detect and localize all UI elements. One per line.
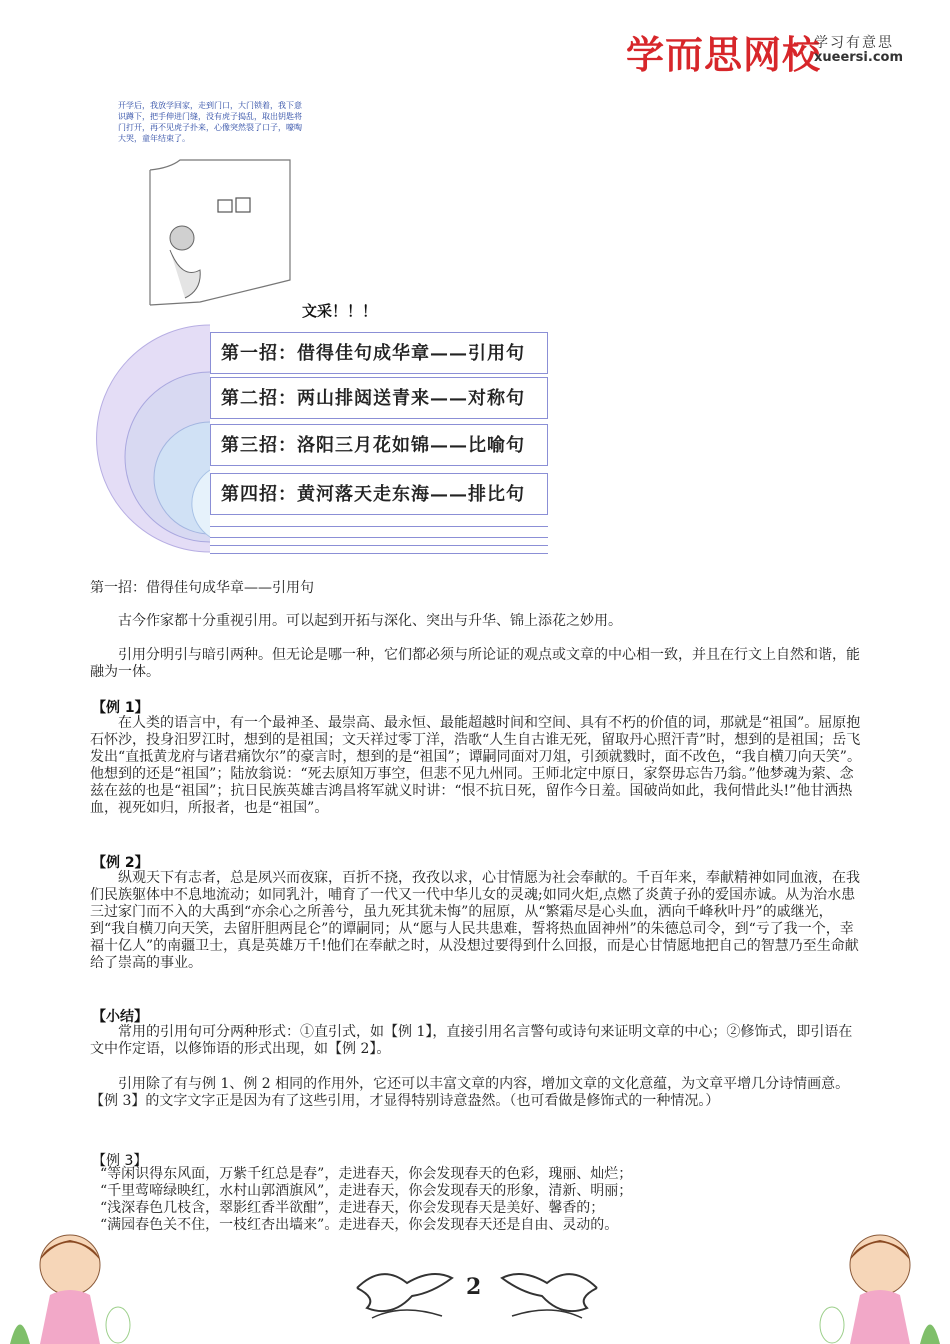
- summary-heading: 【小结】: [92, 1009, 148, 1025]
- dove-right-decoration: [494, 1258, 602, 1328]
- extension-paragraph: 引用除了有与例 1、例 2 相同的作用外，它还可以丰富文章的内容，增加文章的文化意蕴，为文章平增几分诗情画意。【例 3】的文字文字正是因为有了这些引用，才显得特别诗意盎然。（也可看做是修饰式的一种情况。）: [90, 1076, 850, 1109]
- diagram-tier-4: 第四招：黄河落天走东海——排比句: [210, 473, 548, 515]
- concentric-rings-graphic: [95, 322, 215, 557]
- brand-logo: 学而思网校: [626, 33, 822, 77]
- girl-left-decoration: [0, 1225, 140, 1344]
- comic-door-illustration: [140, 140, 310, 310]
- diagram-line: [210, 537, 548, 538]
- example-1-text: 在人类的语言中，有一个最神圣、最崇高、最永恒、最能超越时间和空间、具有不朽的价值的词，那就是“祖国”。屈原抱石怀沙，投身汨罗江时，想到的是祖国；文天祥过零丁洋，浩歌“人生自古谁无死，留取丹心照汗青”时，想到的是祖国；岳飞发出“直抵黄龙府与诸君痛饮尔”的豪言时，想到的是“祖国”；谭嗣同面对刀俎，引颈就戮时，面不改色，“我自横刀向天笑”。他想到的还是“祖国”；陆放翁说：“死去原知万事空，但悲不见九州同。王师北定中原日，家祭毋忘告乃翁。”他梦魂为萦、念兹在兹的也是“祖国”；抗日民族英雄吉鸿昌将军就义时讲：“恨不抗日死，留作今日羞。国破尚如此，我何惜此头!”他甘洒热血，视死如归，所报者，也是“祖国”。: [90, 715, 861, 816]
- example-3-line: “千里莺啼绿映红，水村山郭酒旗风”，走进春天，你会发现春天的形象，清新、明丽；: [100, 1183, 633, 1199]
- diagram-line: [210, 545, 548, 546]
- diagram-tier-1: 第一招：借得佳句成华章——引用句: [210, 332, 548, 374]
- diagram-tier-2: 第二招：两山排闼送青来——对称句: [210, 377, 548, 419]
- quote-types-paragraph: 引用分明引与暗引两种。但无论是哪一种，它们都必须与所论证的观点或文章的中心相一致，并且在行文上自然和谐，能融为一体。: [90, 647, 860, 680]
- girl-right-decoration: [810, 1225, 950, 1344]
- example-3-line: “浅深春色几枝含，翠影红香半欲酣”，走进春天，你会发现春天是美好、馨香的；: [100, 1200, 605, 1216]
- section-title: 第一招：借得佳句成华章——引用句: [90, 580, 314, 596]
- example-2-heading: 【例 2】: [92, 855, 149, 871]
- example-3-line: “满园春色关不住，一枝红杏出墙来”。走进春天，你会发现春天还是自由、灵动的。: [100, 1217, 619, 1233]
- brand-url: xueersi.com: [814, 50, 904, 65]
- example-1-heading: 【例 1】: [92, 700, 149, 716]
- dove-left-decoration: [352, 1258, 460, 1328]
- example-2-text: 纵观天下有志者，总是夙兴而夜寐，百折不挠，孜孜以求，心甘情愿为社会奉献的。千百年来，奉献精神如同血液，在我们民族躯体中不息地流动；如同乳汁，哺育了一代又一代中华儿女的灵魂;如同火炬,点燃了炎黄子孙的爱国赤诚。从为治水患三过家门而不入的大禹到“亦余心之所善兮，虽九死其犹未悔”的屈原，从“繁霜尽是心头血，洒向千峰秋叶丹”的戚继光，到“我自横刀向天笑，去留肝胆两昆仑”的谭嗣同；从“愿与人民共患难，誓将热血固神州”的朱德总司令，到“亏了我一个，幸福十亿人”的南疆卫士，真是英雄万千!他们在奉献之时，从没想过要得到什么回报，而是心甘情愿地把自己的智慧乃至生命献给了崇高的事业。: [90, 870, 860, 971]
- example-3-heading: 【例 3】: [92, 1153, 148, 1169]
- diagram-line: [210, 526, 548, 527]
- intro-paragraph: 古今作家都十分重视引用。可以起到开拓与深化、突出与升华、锦上添花之妙用。: [118, 613, 622, 629]
- brand-slogan: 学习有意思: [814, 35, 894, 51]
- diagram-line: [210, 553, 548, 554]
- summary-text: 常用的引用句可分两种形式：①直引式，如【例 1】，直接引用名言警句或诗句来证明文章的中心；②修饰式，即引语在文中作定语，以修饰语的形式出现，如【例 2】。: [90, 1024, 853, 1057]
- example-3-line: “等闲识得东风面，万紫千红总是春”，走进春天，你会发现春天的色彩，瑰丽、灿烂；: [100, 1166, 633, 1182]
- diagram-tier-3: 第三招：洛阳三月花如锦——比喻句: [210, 424, 548, 466]
- diagram-title: 文采！！！: [302, 302, 378, 320]
- page-number: 2: [466, 1274, 482, 1300]
- comic-caption: 开学后，我放学回家，走到门口，大门锁着，我下意识蹲下，把手伸进门缝，没有虎子捣乱，取出钥匙将门打开，再不见虎子扑来，心像突然裂了口子，嚎啕大哭，童年结束了。: [118, 101, 302, 143]
